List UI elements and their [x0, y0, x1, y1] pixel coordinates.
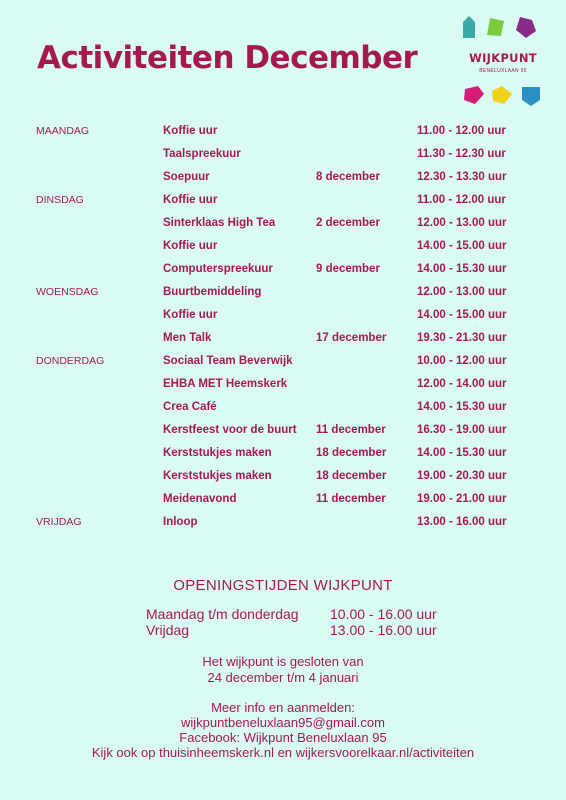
activity-name: Inloop [163, 516, 198, 528]
activity-time: 14.00 - 15.00 uur [417, 309, 507, 321]
day-label: VRIJDAG [36, 516, 82, 528]
activity-name: Computerspreekuur [163, 263, 273, 275]
schedule-row [0, 190, 566, 213]
schedule-row [0, 236, 566, 259]
activity-time: 12.00 - 13.00 uur [417, 286, 507, 298]
day-label: MAANDAG [36, 125, 90, 137]
activity-time: 12.30 - 13.30 uur [417, 171, 507, 183]
activity-time: 13.00 - 16.00 uur [417, 516, 507, 528]
activity-date: 2 december [316, 217, 380, 229]
activity-date: 18 december [316, 447, 387, 459]
schedule-row [0, 466, 566, 489]
opening-days: Maandag t/m donderdag [146, 606, 299, 622]
day-label: WOENSDAG [36, 286, 99, 298]
schedule-row [0, 167, 566, 190]
activity-name: EHBA MET Heemskerk [163, 378, 288, 390]
schedule-row [0, 351, 566, 374]
schedule-row [0, 144, 566, 167]
activity-time: 19.00 - 21.00 uur [417, 493, 507, 505]
more-info [0, 700, 566, 760]
activity-time: 10.00 - 12.00 uur [417, 355, 507, 367]
schedule-row [0, 121, 566, 144]
schedule-row [0, 259, 566, 282]
activity-name: Koffie uur [163, 125, 218, 137]
schedule-row [0, 420, 566, 443]
facebook-page: Facebook: Wijkpunt Beneluxlaan 95 [179, 730, 387, 745]
day-label: DINSDAG [36, 194, 84, 206]
activity-time: 14.00 - 15.00 uur [417, 240, 507, 252]
schedule-row [0, 443, 566, 466]
activity-schedule [0, 121, 566, 535]
wijkpunt-logo [460, 14, 546, 110]
activity-time: 16.30 - 19.00 uur [417, 424, 507, 436]
opening-time: 10.00 - 16.00 uur [330, 606, 437, 622]
opening-time: 13.00 - 16.00 uur [330, 622, 437, 638]
activity-date: 11 december [316, 424, 386, 436]
activity-time: 19.30 - 21.30 uur [417, 332, 507, 344]
activity-time: 12.00 - 14.00 uur [417, 378, 507, 390]
opening-hours-row [146, 622, 466, 638]
opening-days: Vrijdag [146, 622, 190, 638]
activity-time: 19.00 - 20.30 uur [417, 470, 507, 482]
schedule-row [0, 213, 566, 236]
email-address: wijkpuntbeneluxlaan95@gmail.com [181, 715, 385, 730]
day-label: DONDERDAG [36, 355, 105, 367]
schedule-row [0, 282, 566, 305]
activity-name: Koffie uur [163, 240, 218, 252]
activity-time: 11.00 - 12.00 uur [417, 125, 506, 137]
schedule-row [0, 397, 566, 420]
schedule-row [0, 489, 566, 512]
websites: Kijk ook op thuisinheemskerk.nl en wijkersvoorelkaar.nl/activiteiten [91, 745, 475, 760]
activity-name: Sinterklaas High Tea [163, 217, 276, 229]
activity-time: 14.00 - 15.30 uur [417, 401, 507, 413]
schedule-row [0, 328, 566, 351]
activity-date: 11 december [316, 493, 386, 505]
schedule-row [0, 374, 566, 397]
activity-name: Kerstfeest voor de buurt [163, 424, 297, 436]
more-info-heading: Meer info en aanmelden: [211, 700, 355, 715]
activity-date: 18 december [316, 470, 387, 482]
activity-name: Koffie uur [163, 194, 218, 206]
activity-time: 11.30 - 12.30 uur [417, 148, 506, 160]
activity-name: Sociaal Team Beverwijk [163, 355, 293, 367]
activity-time: 11.00 - 12.00 uur [417, 194, 506, 206]
activity-name: Koffie uur [163, 309, 218, 321]
activity-name: Taalspreekuur [163, 148, 241, 160]
activity-time: 14.00 - 15.30 uur [417, 263, 507, 275]
activity-name: Kerststukjes maken [163, 447, 272, 459]
opening-hours [146, 606, 466, 638]
activity-name: Crea Café [163, 401, 217, 413]
opening-hours-row [146, 606, 466, 622]
activity-name: Men Talk [163, 332, 212, 344]
closed-line: Het wijkpunt is gesloten van [202, 654, 364, 669]
closed-dates: 24 december t/m 4 januari [207, 670, 359, 685]
activity-time: 12.00 - 13.00 uur [417, 217, 507, 229]
opening-hours-title: OPENINGSTIJDEN WIJKPUNT [173, 577, 393, 594]
closed-notice [0, 654, 566, 686]
activity-date: 9 december [316, 263, 380, 275]
activity-name: Kerststukjes maken [163, 470, 272, 482]
activity-name: Buurtbemiddeling [163, 286, 262, 298]
activity-time: 14.00 - 15.30 uur [417, 447, 507, 459]
schedule-row [0, 305, 566, 328]
activity-name: Soepuur [163, 171, 210, 183]
schedule-row [0, 512, 566, 535]
activity-date: 17 december [316, 332, 387, 344]
logo-name: WIJKPUNT [469, 51, 537, 65]
logo-address: BENELUXLAAN 95 [479, 68, 527, 74]
activity-date: 8 december [316, 171, 380, 183]
page-title: Activiteiten December [37, 40, 418, 76]
activity-name: Meidenavond [163, 493, 237, 505]
